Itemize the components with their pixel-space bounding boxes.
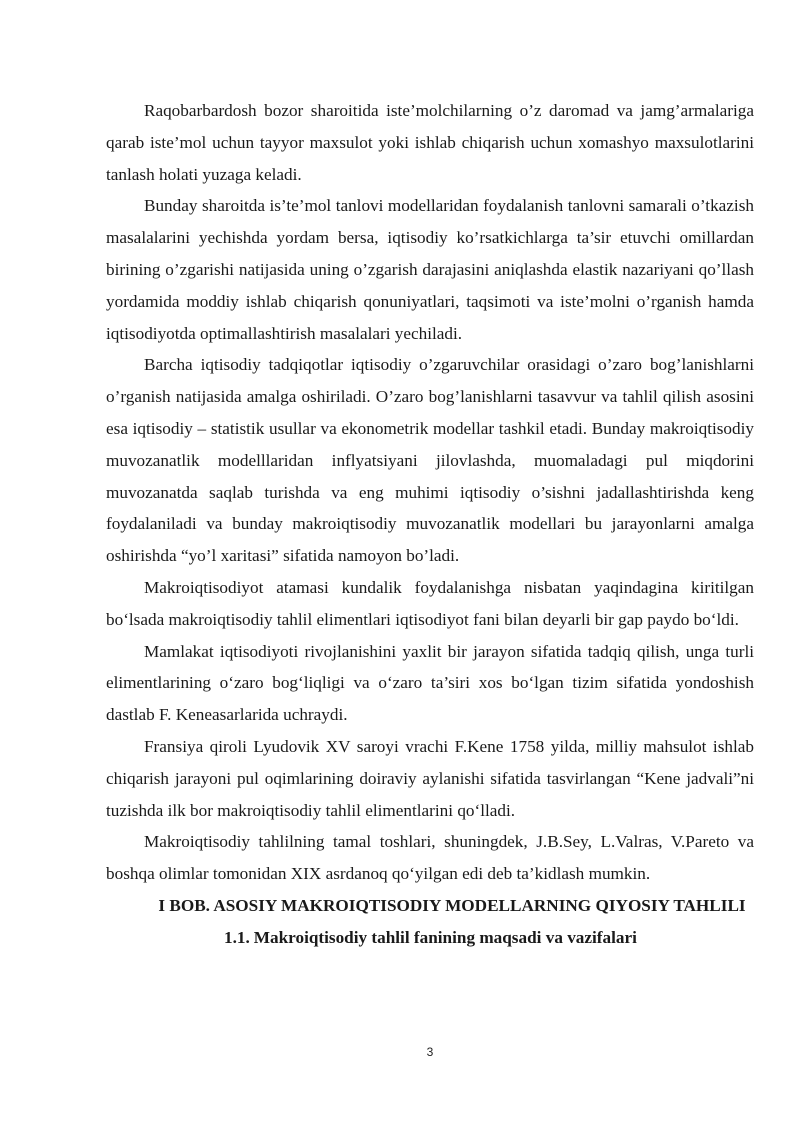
chapter-heading: I BOB. ASOSIY MAKROIQTISODIY MODELLARNING QIYOSIY TAHLILI [158, 895, 746, 915]
section-heading [106, 922, 754, 954]
document-page [106, 95, 754, 954]
paragraph-4: Makroiqtisodiyot atamasi kundalik foydalanishga nisbatan yaqindagina kiritilgan bo‘lsada makroiqtisodiy tahlil elimentlari iqtisodiyot fani bilan deyarli bir gap paydo bo‘ldi. [106, 577, 754, 629]
paragraph-2: Bunday sharoitda is’te’mol tanlovi modellaridan foydalanish tanlovni samarali o’tkazish masalalarini yechishda yordam bersa, iqtisodiy ko’rsatkichlarga ta’sir etuvchi omillardan birining o’zgarishi natijasida uning o’zgarish darajasini aniqlashda elastik nazariyani qo’llash yordamida moddiy ishlab chiqarish qonuniyatlari, taqsimoti va iste’molni o’rganish hamda iqtisodiyotda optimallashtirish masalalari yechiladi. [106, 196, 754, 343]
section-number: 1.1. [224, 927, 250, 947]
paragraph-6: Fransiya qiroli Lyudovik XV saroyi vrachi F.Kene 1758 yilda, milliy mahsulot ishlab chiqarish jarayoni pul oqimlarining doiraviy aylanishi sifatida tasvirlangan “Kene jadvali”ni tuzishda ilk bor makroiqtisodiy tahlil elimentlarini qo‘lladi. [106, 736, 754, 820]
paragraph-3: Barcha iqtisodiy tadqiqotlar iqtisodiy o’zgaruvchilar orasidagi o’zaro bog’lanishlarni o’rganish natijasida amalga oshiriladi. O’zaro bog’lanishlarni tasavvur va tahlil qilish asosini esa iqtisodiy – statistik usullar va ekonometrik modellar tashkil etadi. Bunday makroiqtisodiy muvozanatlik modelllaridan inflyatsiyani jilovlashda, muomaladagi pul miqdorini muvozanatda saqlab turishda va eng muhimi iqtisodiy o’sishni jadallashtirishda keng foydalaniladi va bunday makroiqtisodiy muvozanatlik modellari bu jarayonlarni amalga oshirishda “yo’l xaritasi” sifatida namoyon bo’ladi. [106, 355, 754, 566]
paragraph-5: Mamlakat iqtisodiyoti rivojlanishini yaxlit bir jarayon sifatida tadqiq qilish, unga turli elimentlarining o‘zaro bog‘liqligi va o‘zaro ta’siri xos bo‘lgan tizim sifatida yondoshish dastlab F. Keneasarlarida uchraydi. [106, 641, 754, 725]
page-number: 3 [426, 1045, 434, 1059]
section-title: Makroiqtisodiy tahlil fanining maqsadi va vazifalari [253, 927, 637, 947]
paragraph-1: Raqobarbardosh bozor sharoitida iste’molchilarning o’z daromad va jamg’armalariga qarab iste’mol uchun tayyor maxsulot yoki ishlab chiqarish uchun xomashyo maxsulotlarini tanlash holati yuzaga keladi. [106, 101, 754, 184]
paragraph-7: Makroiqtisodiy tahlilning tamal toshlari, shuningdek, J.B.Sey, L.Valras, V.Pareto va boshqa olimlar tomonidan XIX asrdanoq qo‘yilgan edi deb ta’kidlash mumkin. [106, 832, 754, 884]
